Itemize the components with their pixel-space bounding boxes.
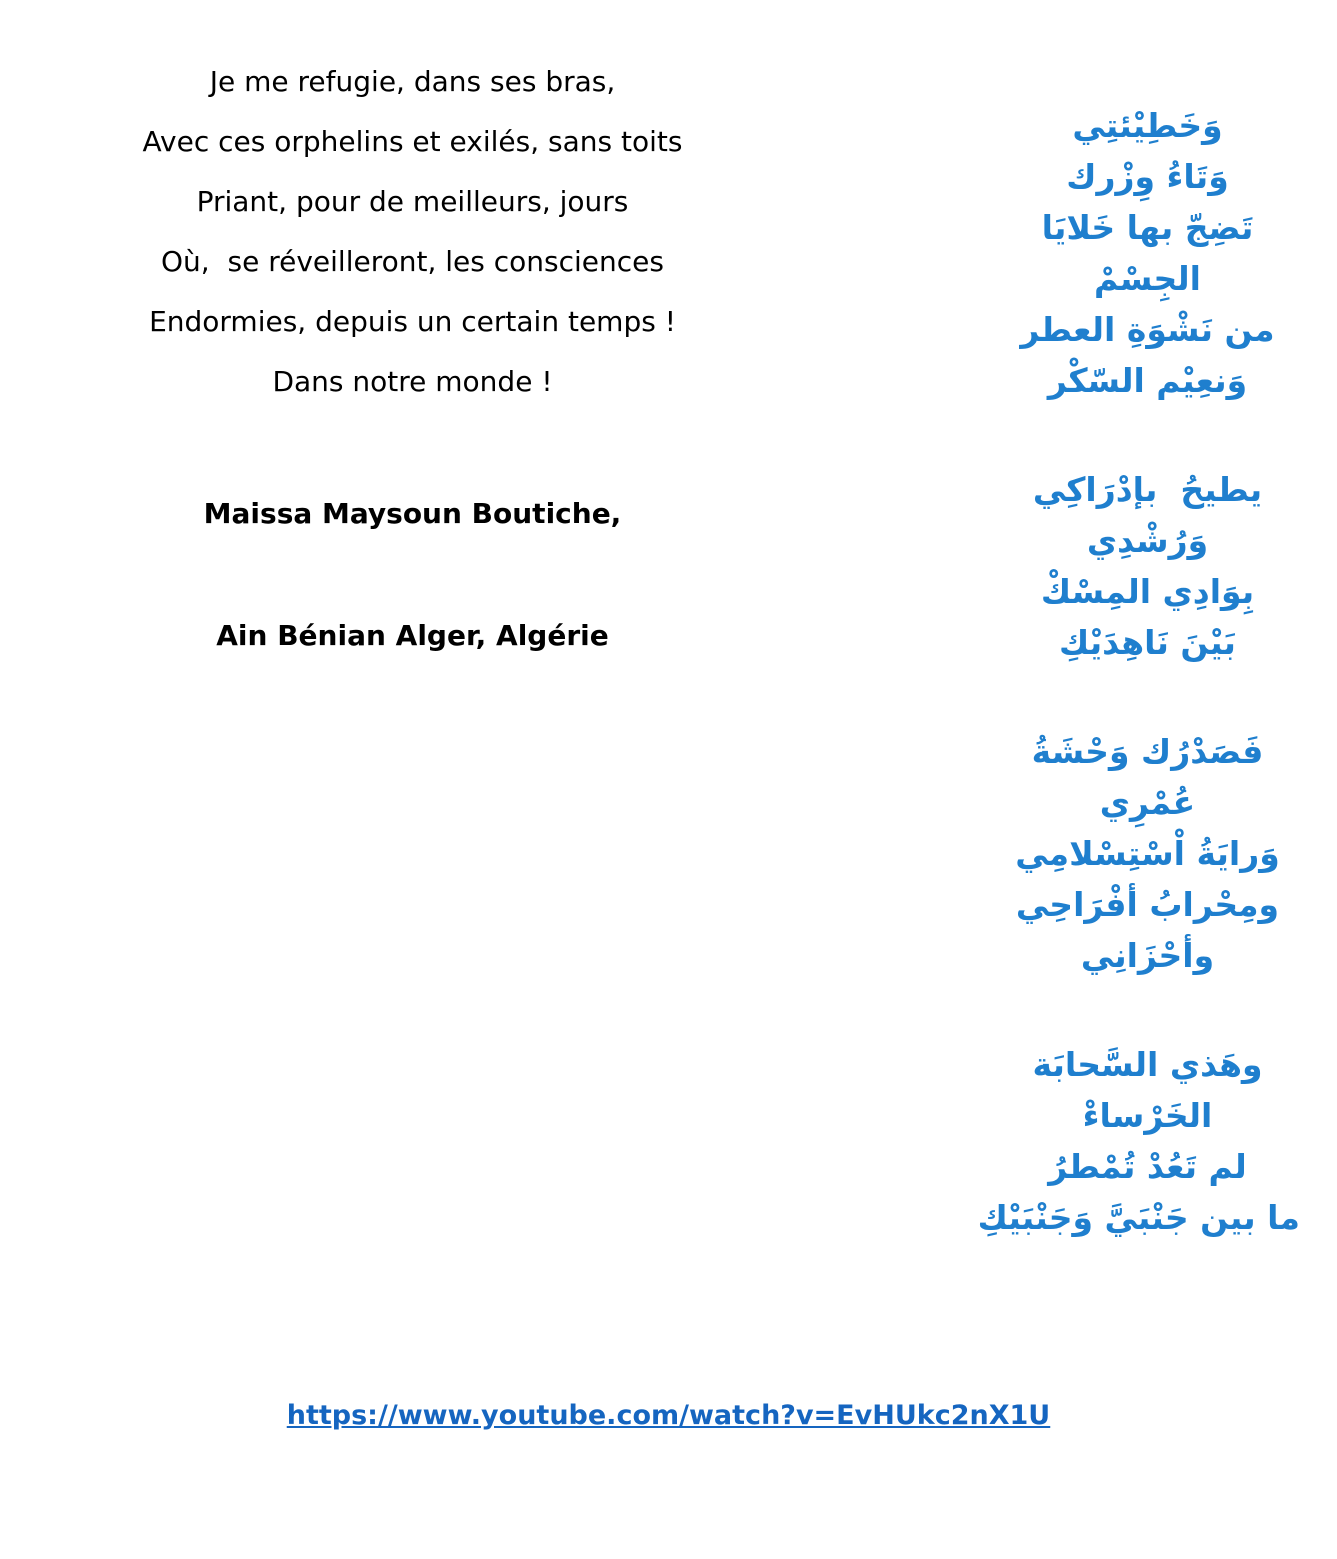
arabic-line: ومِحْرابُ أفْرَاحِي: [1015, 885, 1280, 924]
arabic-line: عُمْرِي: [1099, 783, 1196, 822]
arabic-line: من نَشْوَةِ العطر: [1020, 310, 1275, 349]
link-container: [0, 1400, 1337, 1431]
french-line-2: Avec ces orphelins et exilés, sans toits: [142, 125, 683, 158]
arabic-line: وهَذي السَّحابَة: [1032, 1045, 1263, 1084]
arabic-line: يطيحُ بإدْرَاكِي: [1032, 470, 1263, 509]
arabic-line: وَنعِيْم السّكْر: [1047, 361, 1248, 400]
arabic-line: وَرُشْدِي: [1086, 521, 1209, 560]
author-location: Ain Bénian Alger, Algérie: [216, 619, 609, 652]
arabic-stanza-3: [995, 726, 1300, 981]
arabic-line: الجِسْمْ: [1094, 259, 1201, 298]
arabic-stanza-4: [977, 1039, 1300, 1243]
arabic-line: تَضِجّ بها خَلايَا: [1041, 208, 1254, 247]
arabic-line: لم تَعُدْ تُمْطرُ: [1048, 1147, 1247, 1186]
arabic-stanza-1: [995, 100, 1300, 406]
arabic-line: الخَرْساءْ: [1082, 1096, 1213, 1135]
french-line-5: Endormies, depuis un certain temps !: [149, 305, 676, 338]
arabic-line: وَخَطِيْئتِي: [1072, 106, 1223, 145]
arabic-line: ما بين جَنْبَيَّ وَجَنْبَيْكِ: [977, 1198, 1300, 1237]
arabic-line: بِوَادِي المِسْكْ: [1040, 572, 1255, 611]
french-line-4: Où, se réveilleront, les consciences: [161, 245, 664, 278]
arabic-poem: [977, 100, 1300, 1301]
youtube-link[interactable]: https://www.youtube.com/watch?v=EvHUkc2nX1U: [286, 1400, 1051, 1431]
arabic-line: فَصَدْرُك وَحْشَةُ: [1031, 732, 1264, 771]
french-line-6: Dans notre monde !: [272, 365, 553, 398]
arabic-line: وأحْزَانِي: [1080, 936, 1215, 975]
french-line-1: Je me refugie, dans ses bras,: [209, 65, 616, 98]
arabic-line: بَيْنَ نَاهِدَيْكِ: [1059, 623, 1236, 662]
french-line-3: Priant, pour de meilleurs, jours: [196, 185, 629, 218]
arabic-line: وَتَاءُ وِزْرك: [1066, 157, 1229, 196]
french-poem: [90, 52, 735, 666]
arabic-stanza-2: [995, 464, 1300, 668]
arabic-line: وَرايَةُ اْسْتِسْلامِي: [1015, 834, 1280, 873]
author-name: Maissa Maysoun Boutiche,: [203, 497, 622, 530]
